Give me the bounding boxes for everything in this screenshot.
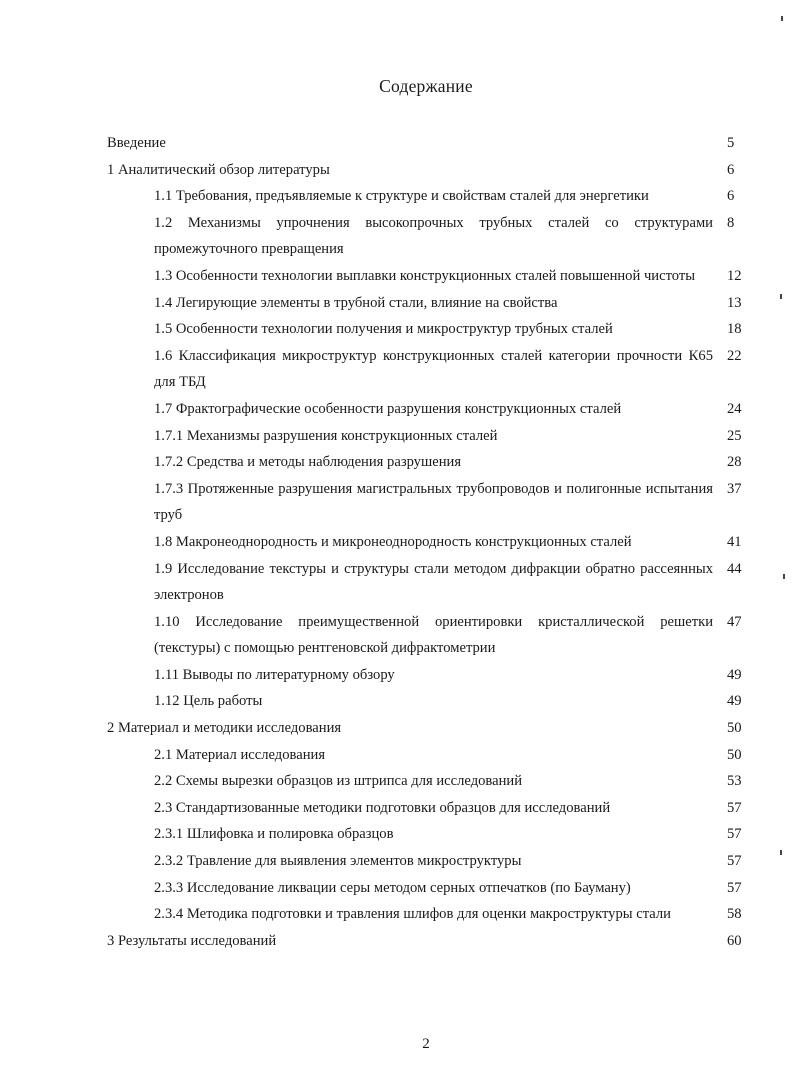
toc-entry-text: Введение [107,135,166,151]
toc-entry-page: 22 [727,347,742,364]
page-number: 2 [422,1036,430,1052]
toc-entry-page: 25 [727,427,742,444]
toc-entry-page: 60 [727,932,742,949]
toc-entry [0,901,792,928]
toc-entry [0,396,792,423]
toc-entry [0,476,792,529]
toc-entry [0,928,792,955]
toc-entry-page: 49 [727,666,742,683]
toc-entry [0,290,792,317]
toc-entry-page: 58 [727,906,742,923]
toc-entry-page: 6 [727,161,735,178]
toc-entry-text: 2.3 Стандартизованные методики подготовки образцов для исследований [154,799,611,816]
toc-entry-page: 57 [727,826,742,843]
scan-speck [781,16,783,21]
toc-entry [0,688,792,715]
toc-entry [0,263,792,290]
toc-entry-text: 1.8 Макронеоднородность и микронеоднородность конструкционных сталей [154,533,632,550]
toc-entry-text: 3 Результаты исследований [107,932,277,949]
toc-entry-text: 2.3.4 Методика подготовки и травления шлифов для оценки макроструктуры стали [154,906,671,923]
toc-entry-page: 41 [727,533,742,550]
scan-speck [783,574,785,579]
toc-entry-page: 28 [727,454,742,471]
toc-entry-page: 47 [727,613,742,630]
toc-entry [0,423,792,450]
toc-entry [0,609,792,662]
toc-entry-page: 8 [727,214,735,231]
toc-entry-text: 1.10 Исследование преимущественной ориентировки кристаллической решетки (текстуры) с помощью рентгеновской дифрактометрии [154,613,713,657]
toc-entry-page: 24 [727,400,742,417]
toc-entry-text: 2.3.3 Исследование ликвации серы методом серных отпечатков (по Бауману) [154,879,631,896]
toc-entry-text: 1.7.2 Средства и методы наблюдения разрушения [154,454,462,471]
toc-entry-text: 1.7.3 Протяженные разрушения магистральных трубопроводов и полигонные испытания труб [154,480,713,524]
toc-entry-text: 2 Материал и методики исследования [107,720,342,737]
toc-entry-text: 1.12 Цель работы [154,693,263,710]
toc-entry [0,821,792,848]
toc-entry-page: 44 [727,560,742,577]
toc-entry-page: 57 [727,799,742,816]
toc-entry [0,875,792,902]
toc-entry-text: 2.3.2 Травление для выявления элементов микроструктуры [154,853,522,870]
toc-entry-text: 1.9 Исследование текстуры и структуры стали методом дифракции обратно рассеянных электронов [154,560,713,604]
toc-entry-page: 37 [727,480,742,497]
toc-entry-page: 57 [727,879,742,896]
toc-entry-page: 13 [727,294,742,311]
toc-entry-page: 57 [727,853,742,870]
toc-entry-page: 53 [727,773,742,790]
page-title: Содержание [379,76,473,96]
toc-entry-text: 1 Аналитический обзор литературы [107,161,330,178]
toc-entry [0,529,792,556]
toc-entry [0,157,792,184]
toc-entry [0,795,792,822]
toc-entry [0,768,792,795]
toc-entry [0,848,792,875]
toc-entry-text: 1.6 Классификация микроструктур конструкционных сталей категории прочности К65 для ТБД [154,347,713,391]
toc-entry-text: 1.4 Легирующие элементы в трубной стали, влияние на свойства [154,294,558,311]
scan-speck [780,294,782,299]
toc-entry-text: 1.5 Особенности технологии получения и микроструктур трубных сталей [154,321,613,338]
toc-entry-text: 1.11 Выводы по литературному обзору [154,666,395,683]
toc-entry [0,556,792,609]
toc-entry-page: 5 [727,135,735,151]
toc-entry [0,210,792,263]
toc-entry-page: 6 [727,188,735,205]
toc-entry-page: 50 [727,720,742,737]
toc-entry-text: 2.1 Материал исследования [154,746,326,763]
toc-entry-text: 1.3 Особенности технологии выплавки конструкционных сталей повышенной чистоты [154,267,696,284]
table-of-contents [0,130,792,954]
toc-entry [0,183,792,210]
toc-entry-page: 12 [727,267,742,284]
toc-entry [0,316,792,343]
toc-entry [0,662,792,689]
toc-entry-text: 1.1 Требования, предъявляемые к структуре и свойствам сталей для энергетики [154,188,649,205]
toc-entry [0,130,792,157]
toc-entry-text: 1.2 Механизмы упрочнения высокопрочных трубных сталей со структурами промежуточного превращения [154,214,713,258]
toc-entry-page: 50 [727,746,742,763]
toc-entry-page: 49 [727,693,742,710]
toc-entry-text: 2.2 Схемы вырезки образцов из штрипса для исследований [154,773,523,790]
toc-entry-text: 2.3.1 Шлифовка и полировка образцов [154,826,394,843]
toc-entry [0,742,792,769]
toc-entry-text: 1.7 Фрактографические особенности разрушения конструкционных сталей [154,400,622,417]
scan-speck [780,850,782,855]
toc-entry [0,449,792,476]
toc-entry-text: 1.7.1 Механизмы разрушения конструкционных сталей [154,427,498,444]
toc-entry-page: 18 [727,321,742,338]
toc-entry [0,343,792,396]
toc-entry [0,715,792,742]
